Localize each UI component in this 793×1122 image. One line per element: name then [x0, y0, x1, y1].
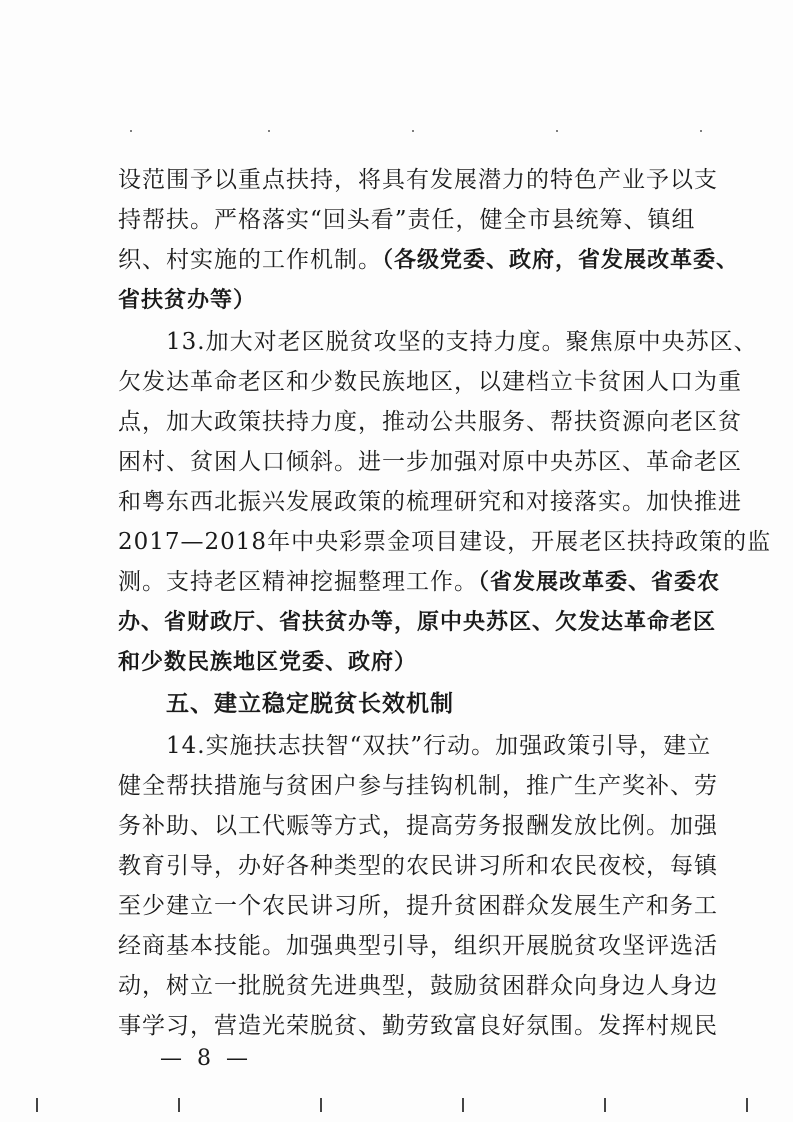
scan-tick	[746, 1098, 748, 1112]
scan-dot	[130, 130, 132, 132]
text-line-22: 事学习，营造光荣脱贫、勤劳致富良好氛围。发挥村规民	[118, 1013, 718, 1039]
text-line-8: 困村、贫困人口倾斜。进一步加强对原中央苏区、革命老区	[118, 449, 742, 475]
text-line-6: 欠发达革命老区和少数民族地区，以建档立卡贫困人口为重	[118, 369, 742, 395]
text-line-16: 健全帮扶措施与贫困户参与挂钩机制，推广生产奖补、劳	[118, 773, 718, 799]
text-line-21: 动，树立一批脱贫先进典型，鼓励贫困群众向身边人身边	[118, 973, 718, 999]
scan-tick	[178, 1098, 180, 1112]
page-number: — 8 —	[160, 1046, 252, 1071]
text-line-10: 2017—2018年中央彩票金项目建设，开展老区扶持政策的监	[118, 529, 772, 555]
text-line-4	[118, 280, 256, 320]
responsible-units: 和少数民族地区党委、政府）	[118, 650, 418, 675]
scan-dot	[556, 130, 558, 132]
scan-dot	[268, 130, 270, 132]
text-line-17: 务补助、以工代赈等方式，提高劳务报酬发放比例。加强	[118, 813, 718, 839]
text-line-20: 经商基本技能。加强典型引导，组织开展脱贫攻坚评选活	[118, 933, 718, 959]
text-line-3: 织、村实施的工作机制。（各级党委、政府，省发展改革委、	[118, 247, 740, 273]
text-line-9: 和粤东西北振兴发展政策的梳理研究和对接落实。加快推进	[118, 489, 742, 515]
text-line-19: 至少建立一个农民讲习所，提升贫困群众发展生产和务工	[118, 893, 718, 919]
text-line-12	[118, 602, 716, 642]
text-line-1: 设范围予以重点扶持，将具有发展潜力的特色产业予以支	[118, 167, 718, 193]
scan-dot	[700, 130, 702, 132]
scan-tick	[320, 1098, 322, 1112]
responsible-units: 办、省财政厅、省扶贫办等，原中央苏区、欠发达革命老区	[118, 610, 717, 635]
text-line-5: 13.加大对老区脱贫攻坚的支持力度。聚焦原中央苏区、	[166, 329, 758, 355]
scan-tick	[604, 1098, 606, 1112]
text-line-2: 持帮扶。严格落实“回头看”责任，健全市县统筹、镇组	[118, 207, 696, 233]
text-line-18: 教育引导，办好各种类型的农民讲习所和农民夜校，每镇	[118, 853, 718, 879]
responsible-units: 省扶贫办等）	[118, 288, 257, 313]
section-heading: 五、建立稳定脱贫长效机制	[166, 691, 454, 717]
text-line-11: 测。支持老区精神挖掘整理工作。（省发展改革委、省委农	[118, 569, 721, 595]
responsible-units: （各级党委、政府，省发展改革委、	[382, 248, 740, 273]
text-line-15: 14.实施扶志扶智“双扶”行动。加强政策引导，建立	[166, 733, 712, 759]
responsible-units: （省发展改革委、省委农	[478, 570, 721, 595]
scan-tick	[462, 1098, 464, 1112]
scan-tick	[36, 1098, 38, 1112]
text-line-7: 点，加大政策扶持力度，推动公共服务、帮扶资源向老区贫	[118, 409, 742, 435]
text-line-13	[118, 642, 417, 682]
scan-dot	[412, 130, 414, 132]
